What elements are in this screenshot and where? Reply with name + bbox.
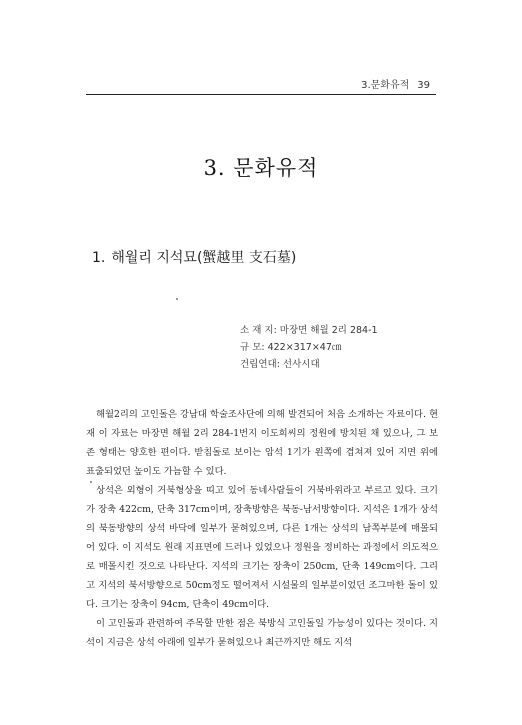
header-rule	[86, 94, 436, 95]
scan-speck	[176, 298, 178, 300]
running-header	[0, 76, 522, 92]
paragraph: 이 고인돌과 관련하여 주목할 만한 점은 북방식 고인돌일 가능성이 있다는 것이다. 지석이 지금은 상석 아래에 일부가 묻혀있으나 최근까지만 해도 지석	[86, 618, 438, 648]
info-era: 건립연대: 선사시대	[240, 359, 320, 370]
paragraph: 해월2리의 고인돌은 강남대 학술조사단에 의해 발견되어 처음 소개하는 자료이다. 현재 이 자료는 마장면 해월 2리 284-1번지 이도희씨의 정원에 방치된 채 있으나, 그 보존 형태는 양호한 편이다. 받침돌로 보이는 암석 1기가 왼쪽에 겹쳐져 있어 지면 위에 표출되었던 높이도 가늠할 수 있다.	[86, 409, 438, 477]
info-location: 소 재 지: 마장면 해월 2리 284-1	[240, 325, 378, 336]
section-heading	[92, 247, 296, 267]
section-title: 해월리 지석묘(蟹越里 支石墓)	[111, 250, 297, 266]
section-number: 1.	[92, 250, 106, 266]
running-header-section: 3.문화유적	[361, 80, 410, 91]
paragraph: 상석은 외형이 거북형상을 띠고 있어 동네사람들이 거북바위라고 부르고 있다. 크기가 장축 422cm, 단축 317cm이며, 장축방향은 북동-남서방향이다. 지석은 1개가 상석의 북동방향의 상석 바닥에 일부가 묻혀있으며, 다른 1개는 상석의 남쪽부분에 매몰되어 있다. 이 지석도 원래 지표면에 드러나 있었으나 정원을 정비하는 과정에서 의도적으로 매몰시킨 것으로 나타난다. 지석의 크기는 장축이 250cm, 단축 149cm이다. 그리고 지석의 북서방향으로 50cm정도 떨어져서 시설물의 일부분이었던 조그마한 돌이 있다. 크기는 장축이 94cm, 단축이 49cm이다.	[86, 485, 438, 610]
page-number: 39	[417, 80, 430, 91]
running-header-text	[361, 76, 430, 91]
body-text	[86, 405, 438, 652]
info-size: 규 모: 422×317×47㎝	[240, 342, 342, 353]
chapter-title: 3. 문화유적	[203, 156, 319, 180]
site-info-block	[240, 322, 378, 373]
